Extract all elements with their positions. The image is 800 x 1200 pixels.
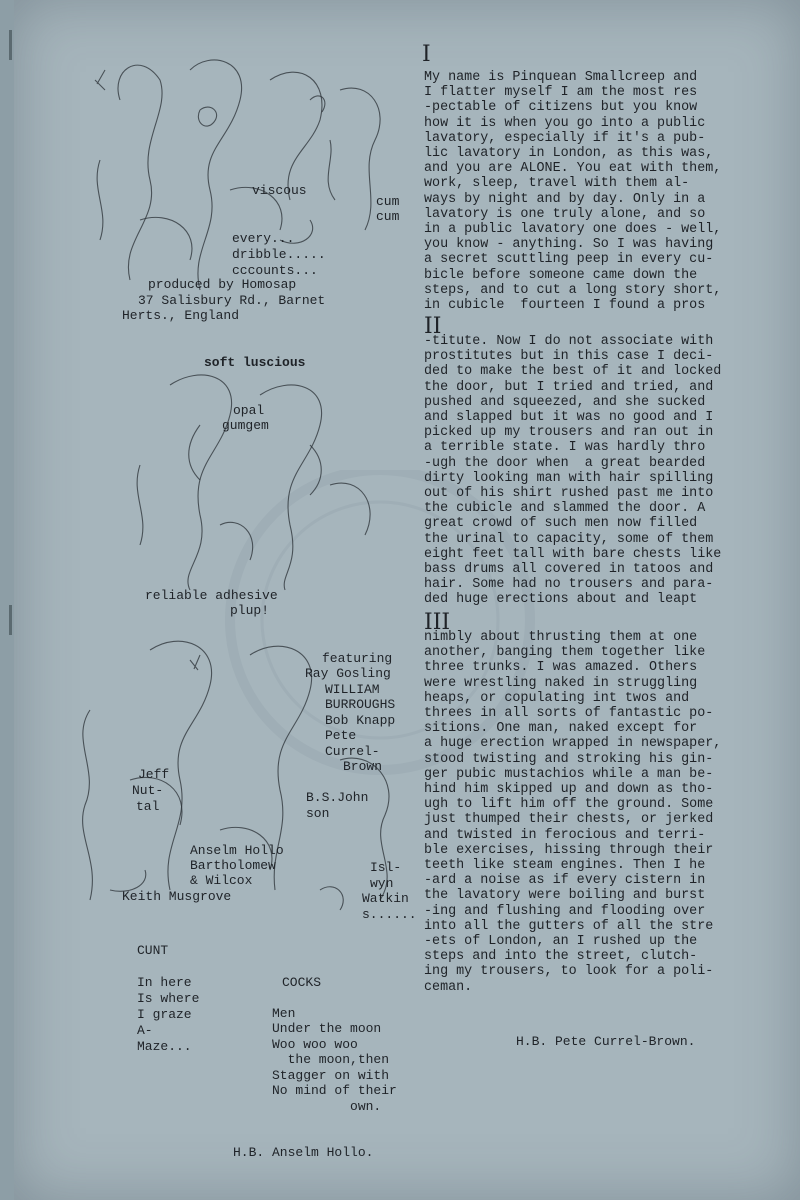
word-cccounts: cccounts... [232, 263, 318, 278]
section-number-3: III [424, 610, 451, 635]
story-line: three trunks. I was amazed. Others [424, 660, 698, 676]
address-line: 37 Salisbury Rd., Barnet [138, 293, 326, 308]
name-william: WILLIAM [325, 682, 380, 697]
name-tal: tal [136, 799, 160, 814]
credit-anselm-hollo: H.B. Anselm Hollo. [233, 1145, 374, 1160]
story-line: -ing and flushing and flooding over [424, 903, 706, 919]
story-line: My name is Pinquean Smallcreep and [424, 70, 698, 85]
story-line: steps, and to cut a long story short, [424, 282, 722, 298]
story-line: dirty looking man with hair spilling [424, 470, 714, 486]
doodle-figures-middle [110, 365, 400, 595]
story-line: and slapped but it was no good and I [424, 410, 714, 426]
name-wilcox: & Wilcox [190, 873, 253, 888]
poem-cocks-title: COCKS [282, 975, 322, 990]
poem-line: the moon,then [272, 1052, 390, 1067]
story-line: lavatory, especially if it's a pub- [424, 130, 706, 146]
story-line: in cubicle fourteen I found a pros [424, 298, 706, 314]
story-paragraph-3 [424, 630, 721, 995]
story-line: ded huge erections about and leapt [424, 592, 698, 608]
story-line: ways by night and by day. Only in a [424, 191, 706, 207]
story-line: bicle before someone came down the [424, 267, 698, 283]
producer-line: produced by Homosap [148, 277, 297, 292]
poem-line: In here [137, 975, 192, 990]
story-line: a terrible state. I was hardly thro [424, 440, 706, 456]
poem-line: Under the moon [272, 1021, 382, 1036]
word-viscous: viscous [252, 183, 307, 198]
story-line: teeth like steam engines. Then I he [424, 858, 706, 874]
story-line: ing my trousers, to look for a poli- [424, 964, 714, 980]
story-line: -ard a noise as if every cistern in [424, 873, 706, 889]
name-watkin: Watkin [362, 891, 409, 906]
name-ray-gosling: Ray Gosling [305, 666, 391, 681]
story-line: sitions. One man, naked except for [424, 721, 698, 737]
story-line: into all the gutters of all the stre [424, 918, 714, 934]
word-cum-2: cum [376, 209, 400, 224]
story-line: -ugh the door when a great bearded [424, 455, 706, 471]
story-line: you know - anything. So I was having [424, 237, 714, 253]
story-line: another, banging them together like [424, 645, 706, 661]
poem-line: Maze... [137, 1039, 192, 1054]
credit-pete-currel-brown: H.B. Pete Currel-Brown. [516, 1034, 696, 1049]
poem-line: I graze [137, 1007, 192, 1022]
story-line: stood twisting and stroking his gin- [424, 751, 714, 767]
name-keith-musgrove: Keith Musgrove [122, 889, 232, 904]
story-line: nimbly about thrusting them at one [424, 630, 698, 645]
story-paragraph-2 [424, 334, 721, 608]
section-number-2: II [424, 314, 442, 339]
story-line: the door, but I tried and tried, and [424, 379, 714, 395]
poem-line: Woo woo woo [272, 1037, 358, 1052]
word-gumgem: gumgem [222, 418, 269, 433]
poem-line: Men [272, 1006, 296, 1021]
section-number-1: I [422, 42, 431, 67]
story-line: heaps, or copulating int twos and [424, 690, 690, 706]
story-line: steps and into the street, clutch- [424, 949, 698, 965]
story-line: threes in all sorts of fantastic po- [424, 706, 714, 722]
poem-line: A- [137, 1023, 153, 1038]
poem-cunt-title: CUNT [137, 943, 169, 958]
story-line: a secret scuttling peep in every cu- [424, 252, 714, 268]
story-line: in a public lavatory one does - well, [424, 222, 722, 238]
name-isl: Isl- [370, 860, 402, 875]
story-line: -pectable of citizens but you know [424, 100, 698, 116]
story-line: hair. Some had no trousers and para- [424, 577, 714, 593]
story-line: -titute. Now I do not associate with [424, 334, 714, 349]
story-line: prostitutes but in this case I deci- [424, 349, 714, 365]
name-nut: Nut- [132, 783, 164, 798]
story-line: ger pubic mustachios while a man be- [424, 766, 714, 782]
story-line: the urinal to capacity, some of them [424, 531, 714, 547]
story-line: work, sleep, travel with them al- [424, 176, 690, 192]
story-line: and you are ALONE. You eat with them, [424, 161, 722, 177]
story-line: ugh to lift him off the ground. Some [424, 797, 714, 813]
story-line: ble exercises, hissing through their [424, 842, 714, 858]
story-line: lavatory is one truly alone, and so [424, 206, 706, 222]
story-line: and twisted in ferocious and terri- [424, 827, 706, 843]
name-bob-knapp: Bob Knapp [325, 713, 396, 728]
poem-line: Is where [137, 991, 200, 1006]
story-line: hind him skipped up and down as tho- [424, 782, 714, 798]
name-bs-john: B.S.John [306, 790, 369, 805]
name-wyn: wyn [370, 876, 394, 891]
featuring-label: featuring [322, 651, 393, 666]
story-line: -ets of London, an I rushed up the [424, 934, 698, 950]
poem-line: Stagger on with [272, 1068, 390, 1083]
staple-middle [9, 605, 12, 635]
story-line: ceman. [424, 979, 473, 995]
story-line: lic lavatory in London, as this was, [424, 146, 714, 162]
story-line: just thumped their chests, or jerked [424, 812, 714, 828]
story-line: ded to make the best of it and locked [424, 364, 722, 380]
word-cum-1: cum [376, 194, 400, 209]
name-pete: Pete [325, 728, 357, 743]
story-line: out of his shirt rushed past me into [424, 486, 714, 502]
name-burroughs: BURROUGHS [325, 697, 396, 712]
name-bartholomew: Bartholomew [190, 858, 276, 873]
story-line: were wrestling naked in struggling [424, 675, 698, 691]
name-brown: Brown [343, 759, 383, 774]
staple-top [9, 30, 12, 60]
name-watkins-suffix: s...... [362, 907, 417, 922]
word-opal: opal [233, 403, 265, 418]
story-line: great crowd of such men now filled [424, 516, 698, 532]
word-dribble: dribble..... [232, 247, 326, 262]
word-every: every... [232, 231, 295, 246]
story-line: picked up my trousers and ran out in [424, 425, 714, 441]
story-line: a huge erection wrapped in newspaper, [424, 736, 722, 752]
name-currel: Currel- [325, 744, 380, 759]
poem-line: No mind of their [272, 1083, 397, 1098]
word-plup: plup! [230, 603, 270, 618]
story-line: how it is when you go into a public [424, 115, 706, 131]
word-soft-luscious: soft luscious [204, 355, 306, 370]
poem-line: own. [272, 1099, 382, 1114]
story-line: bass drums all covered in tatoos and [424, 562, 714, 578]
story-line: pushed and squeezed, and she sucked [424, 394, 706, 410]
story-line: I flatter myself I am the most res [424, 85, 698, 101]
story-line: the cubicle and slammed the door. A [424, 501, 706, 517]
county-line: Herts., England [122, 308, 240, 323]
story-line: the lavatory were boiling and burst [424, 888, 706, 904]
story-line: eight feet tall with bare chests like [424, 546, 722, 562]
name-anselm-hollo: Anselm Hollo [190, 843, 284, 858]
story-paragraph-1 [424, 70, 721, 313]
word-reliable-adhesive: reliable adhesive [145, 588, 278, 603]
name-jeff: Jeff [138, 767, 170, 782]
name-son: son [306, 806, 330, 821]
